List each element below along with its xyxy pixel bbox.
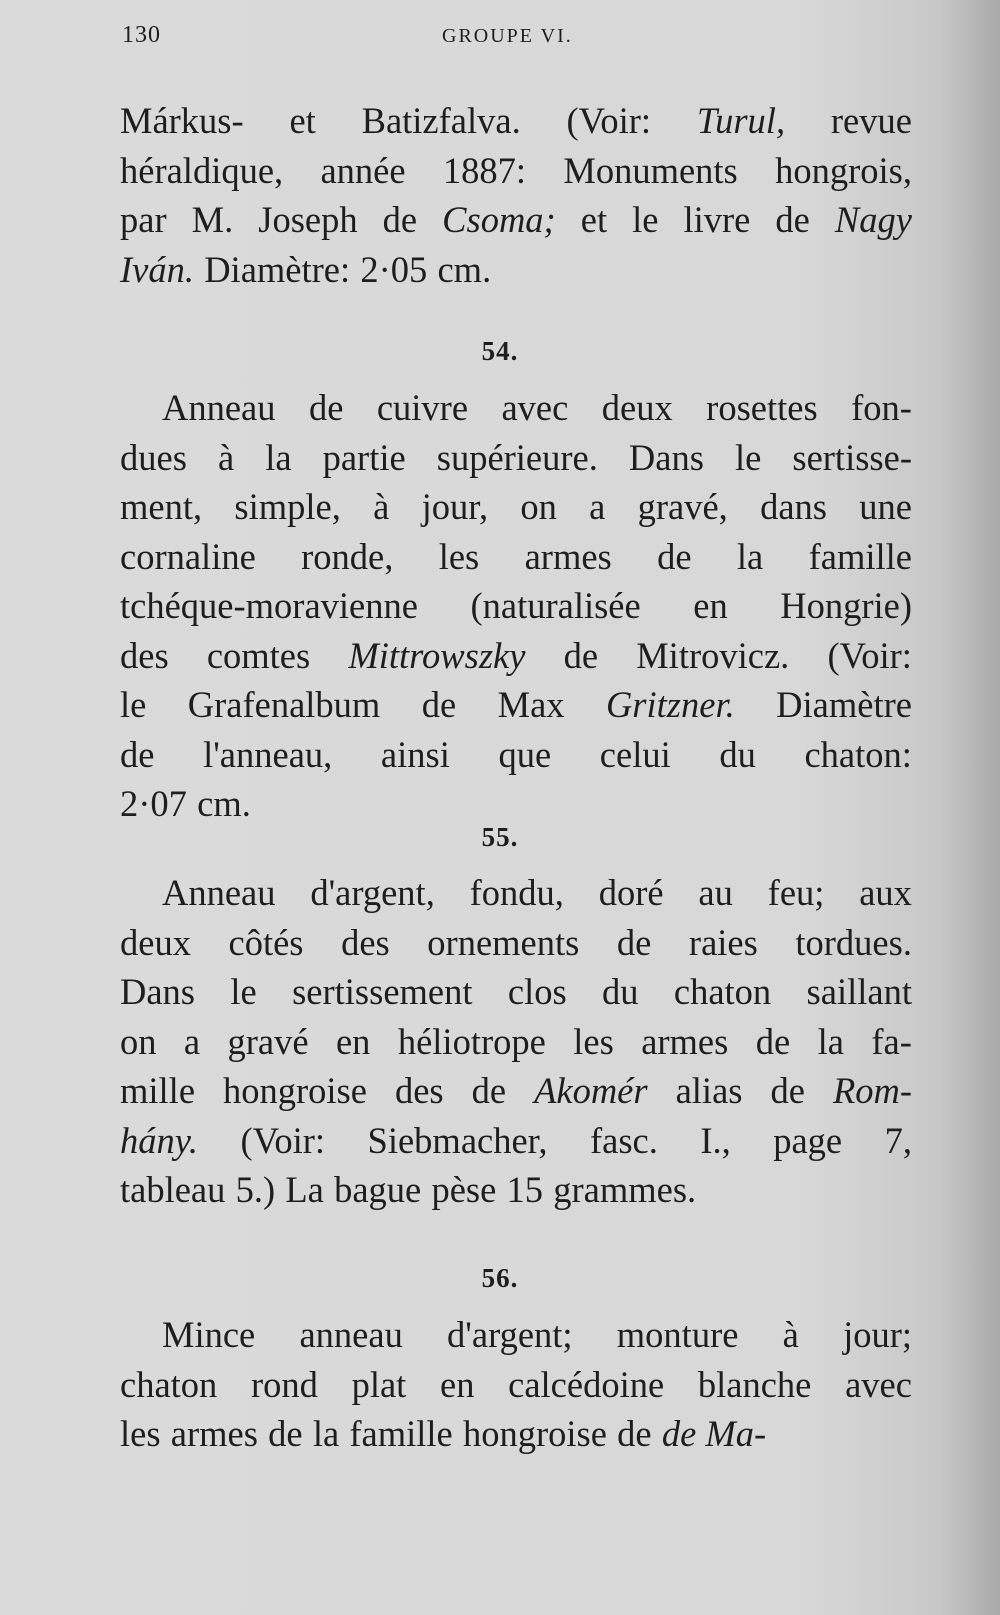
word: doré	[598, 872, 664, 913]
entry-54-line	[120, 433, 912, 483]
word: fon-	[851, 387, 912, 428]
word: les	[573, 1020, 614, 1062]
word: de	[775, 199, 810, 240]
word: Nagy	[834, 199, 912, 240]
word: d'argent,	[310, 872, 435, 913]
word: de	[382, 199, 418, 240]
word: saillant	[806, 971, 912, 1012]
word: en	[440, 1363, 475, 1405]
entry-54-paragraph	[120, 383, 912, 829]
word: Akomér	[534, 1070, 648, 1111]
continuation-line	[120, 195, 912, 245]
word: (Voir:	[827, 634, 912, 676]
word: famille	[808, 535, 912, 577]
word: a	[183, 1020, 201, 1062]
word: ornements	[427, 921, 580, 963]
word: armes	[524, 535, 612, 577]
running-head: GROUPE VI.	[442, 25, 573, 47]
word: page	[773, 1119, 843, 1161]
word: tableau	[120, 1169, 226, 1210]
entry-54-line	[120, 532, 912, 582]
word: Monuments	[563, 149, 738, 191]
word: Anneau	[162, 387, 276, 428]
word: avec	[845, 1363, 912, 1405]
word: l'anneau,	[203, 733, 333, 775]
word: 15	[506, 1169, 544, 1210]
word: Gritzner.	[605, 684, 735, 725]
word: de	[755, 1020, 791, 1062]
entry-54-line	[120, 680, 912, 730]
word: chaton	[673, 971, 772, 1012]
word: en	[335, 1020, 371, 1062]
word: de	[268, 1413, 303, 1454]
word: de	[616, 921, 652, 963]
word: Hongrie)	[780, 585, 912, 626]
word: chaton	[120, 1363, 218, 1405]
word: livre	[683, 199, 751, 240]
word: sertisse-	[792, 436, 912, 478]
word: 1887:	[442, 149, 527, 191]
entry-55-line	[120, 967, 912, 1017]
word: le	[230, 971, 257, 1012]
word: Dans	[628, 436, 704, 478]
word: Batizfalva.	[361, 100, 521, 141]
word: ronde,	[301, 535, 394, 577]
word: à	[782, 1314, 799, 1355]
continuation-line	[120, 146, 912, 196]
word: (naturalisée	[470, 585, 641, 626]
entry-55-line	[120, 1066, 912, 1116]
word: Rom-	[832, 1070, 912, 1111]
word: 2·07	[120, 783, 187, 824]
word: fondu,	[469, 872, 564, 913]
continuation-line	[120, 245, 912, 295]
word: à	[373, 486, 390, 527]
word: de	[308, 387, 344, 428]
word: la	[736, 535, 764, 577]
entry-number-54: 54.	[481, 336, 519, 366]
word: année	[320, 149, 406, 191]
word: ment,	[120, 486, 203, 527]
word: héliotrope	[397, 1020, 546, 1062]
word: et	[580, 199, 608, 240]
word: des	[120, 634, 169, 676]
entry-55-line	[120, 868, 912, 918]
word: feu;	[767, 872, 825, 913]
continuation-line	[120, 96, 912, 146]
entry-54-line	[120, 383, 912, 433]
word: Max	[497, 684, 565, 725]
word: des	[394, 1070, 444, 1111]
word: les	[438, 535, 480, 577]
word: côtés	[228, 921, 304, 963]
word: des	[341, 921, 390, 963]
word: comtes	[206, 634, 311, 676]
word: une	[859, 486, 912, 527]
word: rosettes	[706, 387, 818, 428]
word: partie	[322, 436, 406, 478]
entry-56-line	[120, 1310, 912, 1360]
word: famille	[349, 1413, 453, 1454]
word: M.	[191, 199, 234, 240]
word: blanche	[697, 1363, 812, 1405]
word: gravé,	[637, 486, 728, 527]
word: de	[471, 1070, 507, 1111]
word: la	[312, 1413, 340, 1454]
word: à	[217, 436, 235, 478]
word: cornaline	[120, 535, 256, 577]
word: au	[698, 872, 733, 913]
word: par	[120, 199, 167, 240]
word: sertissement	[292, 971, 473, 1012]
word: deux	[601, 387, 673, 428]
word: hongroise	[223, 1070, 367, 1111]
word: et	[289, 100, 316, 141]
word: supérieure.	[436, 436, 598, 478]
word: Mittrowszky	[348, 634, 526, 676]
word: tchéque-moravienne	[120, 585, 418, 626]
word: armes	[641, 1020, 729, 1062]
word: héraldique,	[120, 149, 284, 191]
word: en	[693, 585, 728, 626]
word: les	[120, 1413, 161, 1454]
word: raies	[688, 921, 758, 963]
word: 2·05	[360, 248, 428, 290]
word: pèse	[431, 1169, 497, 1210]
entry-55-line	[120, 918, 912, 968]
page-number: 130	[122, 22, 161, 48]
word: calcédoine	[508, 1363, 665, 1405]
entry-55-line	[120, 1017, 912, 1067]
word: Turul,	[696, 100, 786, 141]
word: tordues.	[795, 921, 912, 963]
entry-55-line	[120, 1165, 912, 1215]
word: bague	[334, 1169, 422, 1210]
word: de	[617, 1413, 652, 1454]
word: armes	[170, 1413, 258, 1454]
word: la	[817, 1020, 844, 1062]
word: rond	[250, 1363, 318, 1405]
word: la	[265, 436, 292, 478]
word: simple,	[234, 486, 341, 527]
word: I.,	[700, 1119, 731, 1161]
word: Diamètre:	[204, 248, 351, 290]
entry-54-line	[120, 482, 912, 532]
word: cm.	[197, 783, 251, 824]
word: jour;	[843, 1314, 912, 1355]
word: Iván.	[120, 248, 194, 290]
entry-55-line	[120, 1116, 912, 1166]
word: cuivre	[376, 387, 469, 428]
word: aux	[859, 872, 912, 913]
word: Márkus-	[120, 100, 244, 141]
word: que	[498, 733, 552, 775]
entry-55-paragraph	[120, 868, 912, 1215]
word: La	[285, 1169, 324, 1210]
word: Mitrovicz.	[636, 634, 790, 676]
word: Anneau	[162, 872, 276, 913]
word: deux	[120, 921, 191, 963]
word: (Voir:	[566, 100, 652, 141]
word: de Ma-	[661, 1413, 767, 1454]
word: alias	[675, 1070, 743, 1111]
word: mille	[120, 1070, 196, 1111]
word: gravé	[227, 1020, 309, 1062]
word: d'argent;	[447, 1314, 573, 1355]
word: dans	[760, 486, 827, 527]
word: de	[563, 634, 599, 676]
word: Grafenalbum	[187, 684, 381, 725]
word: avec	[501, 387, 569, 428]
entry-54-line	[120, 581, 912, 631]
word: on	[120, 1020, 157, 1062]
word: de	[770, 1070, 805, 1111]
word: du	[719, 733, 756, 775]
word: revue	[830, 100, 912, 141]
word: celui	[599, 733, 671, 775]
word: hongrois,	[775, 149, 912, 191]
word: clos	[507, 971, 567, 1012]
entry-56-line	[120, 1360, 912, 1410]
continuation-paragraph	[120, 96, 912, 294]
word: de	[120, 733, 155, 775]
word: fasc.	[589, 1119, 658, 1161]
word: Mince	[162, 1314, 256, 1355]
word: le	[120, 684, 147, 725]
word: anneau	[299, 1314, 403, 1355]
word: Diamètre	[776, 684, 912, 725]
word: Siebmacher,	[367, 1119, 548, 1161]
word: hongroise	[462, 1413, 607, 1454]
entry-number-56: 56.	[481, 1263, 519, 1293]
entry-54-line	[120, 631, 912, 681]
word: plat	[351, 1363, 407, 1405]
word: de	[657, 535, 692, 577]
word: a	[589, 486, 606, 527]
word: 7,	[884, 1119, 912, 1161]
word: du	[602, 971, 639, 1012]
word: on	[520, 486, 557, 527]
word: ainsi	[380, 733, 450, 775]
word: hány.	[120, 1119, 199, 1161]
page-header	[122, 22, 912, 58]
entry-56-line	[120, 1409, 912, 1459]
entry-54-line	[120, 730, 912, 780]
word: 5.)	[235, 1169, 276, 1210]
entry-number-55: 55.	[481, 822, 519, 852]
entry-56-paragraph	[120, 1310, 912, 1459]
word: Dans	[120, 971, 196, 1012]
word: le	[632, 199, 659, 240]
word: monture	[616, 1314, 739, 1355]
word: (Voir:	[240, 1119, 326, 1161]
word: fa-	[871, 1020, 912, 1062]
word: dues	[120, 436, 187, 478]
word: grammes.	[553, 1169, 697, 1210]
word: Joseph	[258, 199, 358, 240]
word: Csoma;	[442, 199, 556, 240]
word: jour,	[421, 486, 489, 527]
word: chaton:	[804, 733, 912, 775]
word: le	[734, 436, 762, 478]
word: de	[421, 684, 457, 725]
word: cm.	[437, 248, 492, 290]
